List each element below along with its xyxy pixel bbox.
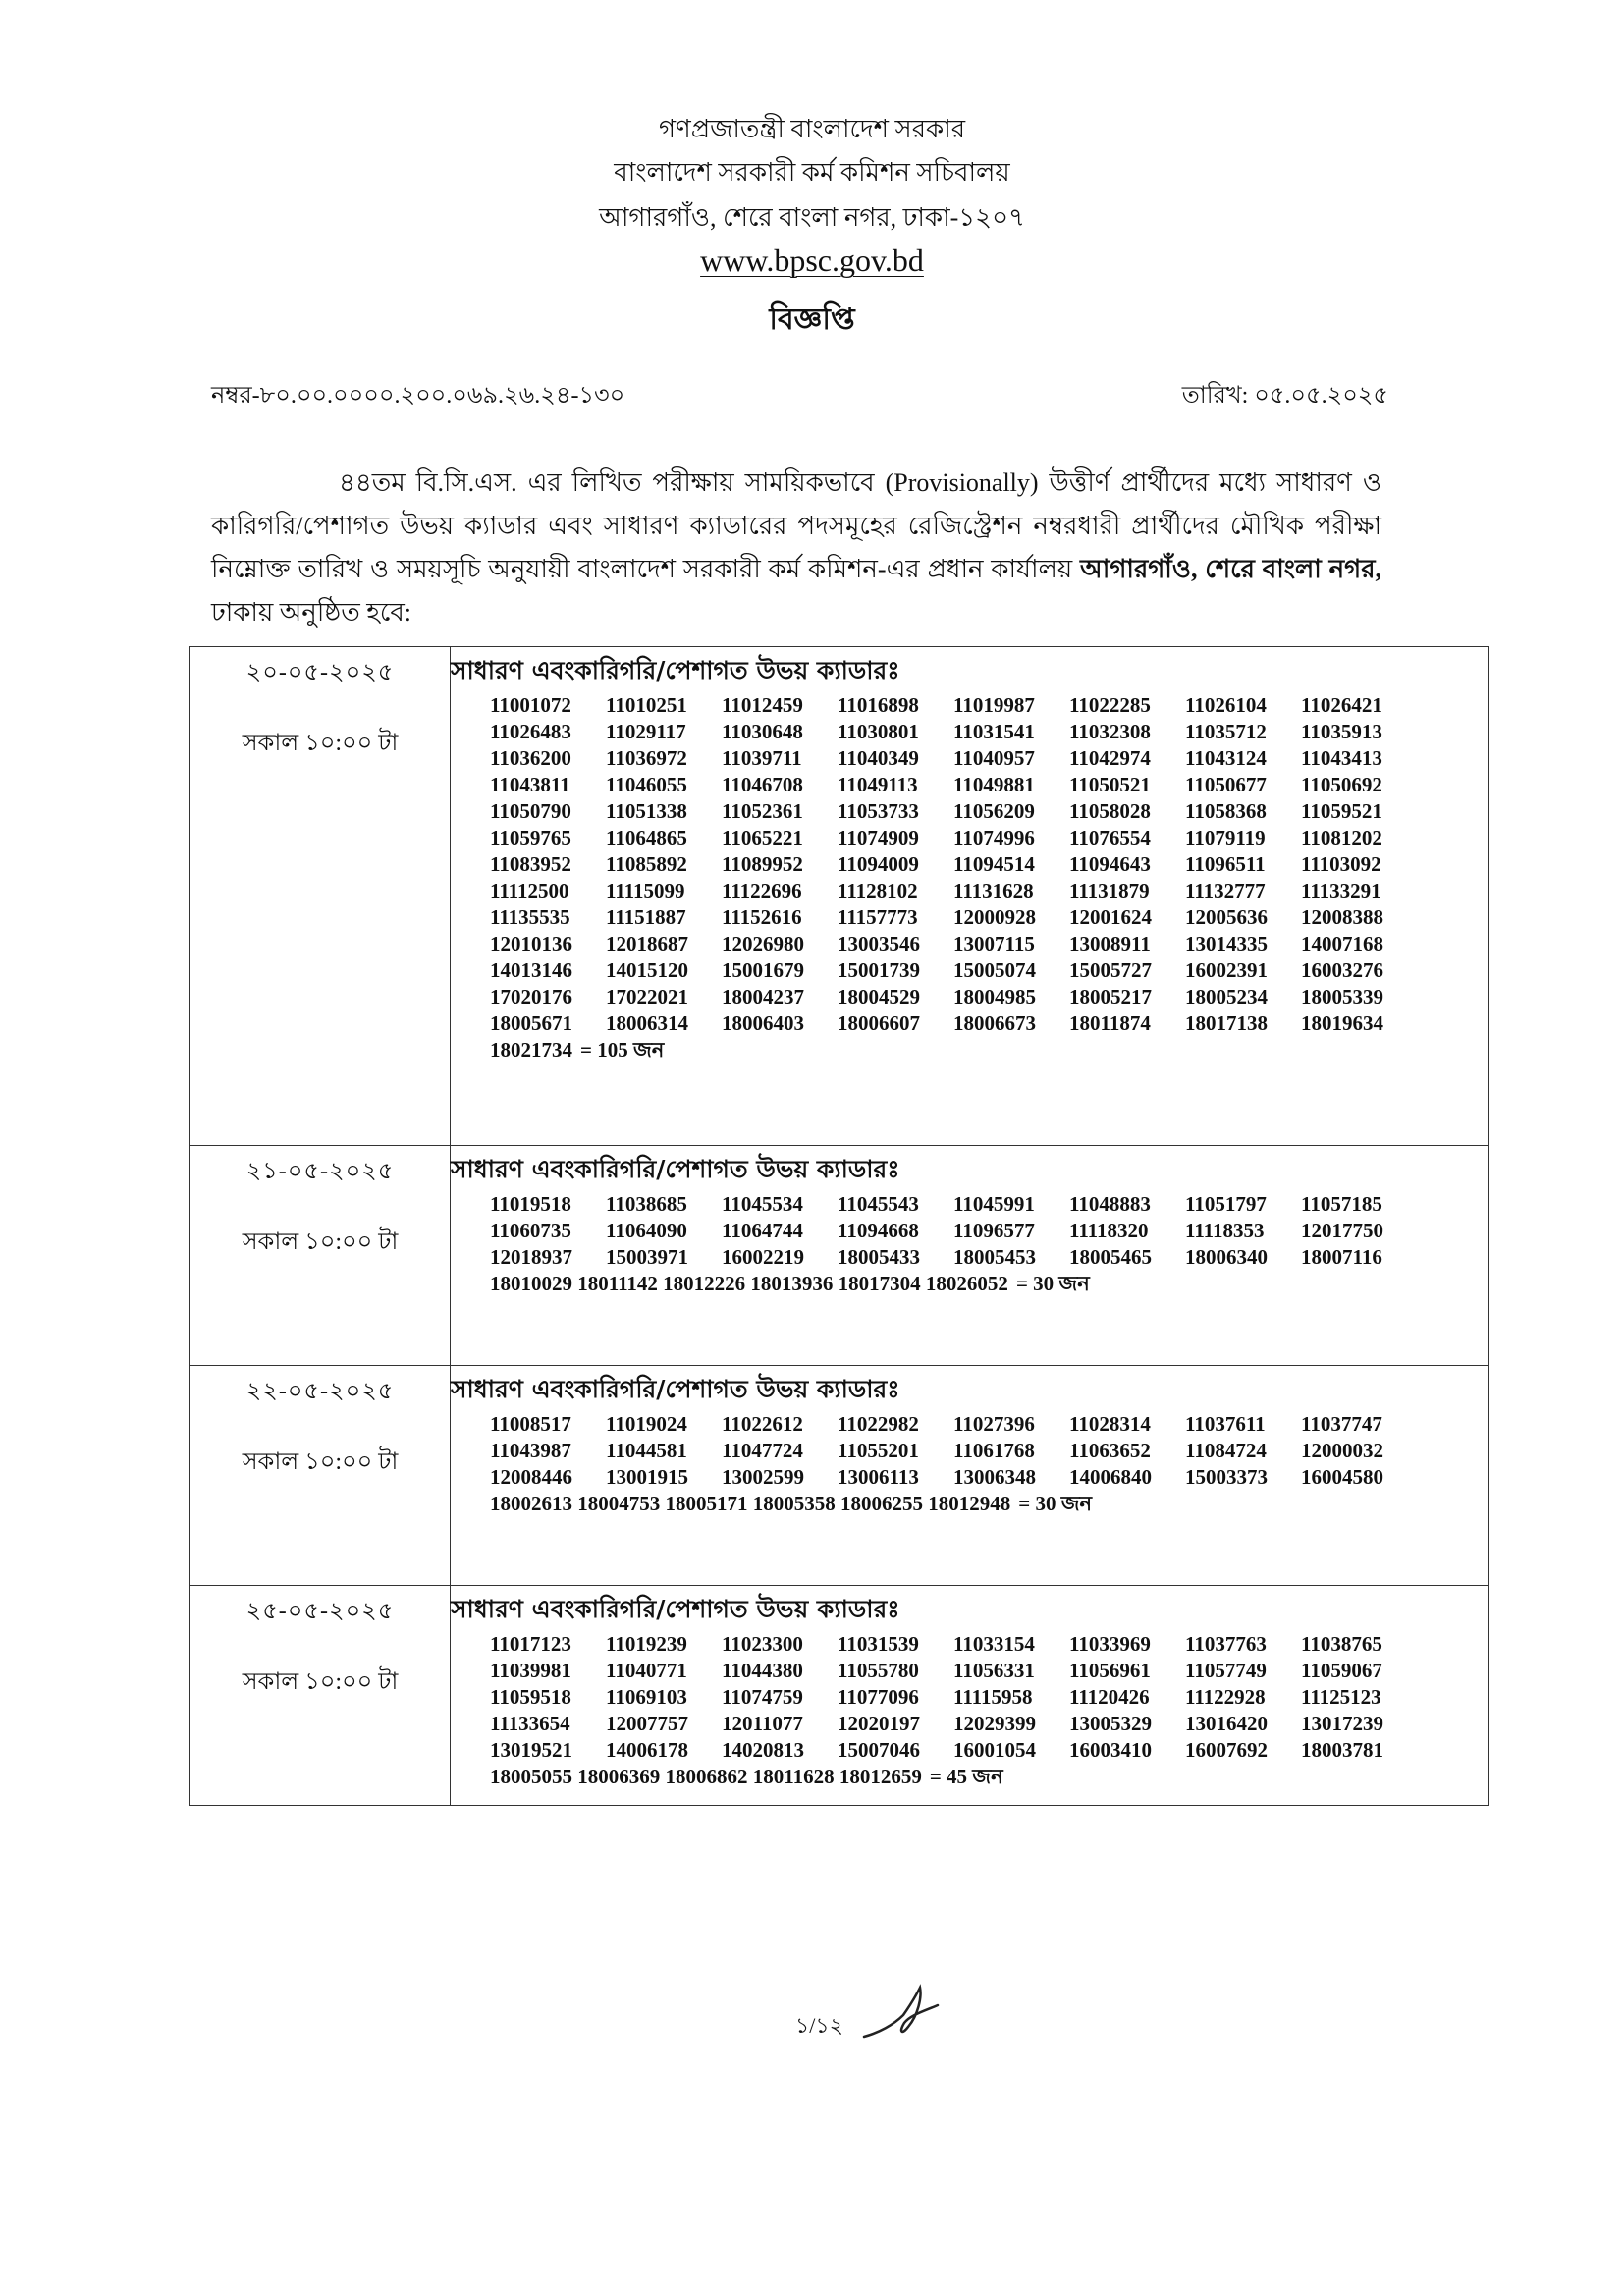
- registration-number: 11120426: [1069, 1685, 1150, 1709]
- registration-number: 13019521: [490, 1738, 572, 1762]
- registration-number: 11035712: [1185, 720, 1267, 743]
- registration-number: 11115099: [606, 879, 685, 902]
- registration-number: 11064090: [606, 1219, 687, 1242]
- registration-row: [490, 692, 1488, 719]
- registration-row: [490, 1218, 1488, 1244]
- registration-number: 11049881: [953, 773, 1035, 796]
- registration-number: 11074909: [838, 826, 919, 849]
- registration-number: 11055201: [838, 1439, 919, 1462]
- schedule-row: [190, 1586, 1489, 1806]
- schedule-row: [190, 647, 1489, 1146]
- registration-number: 12000032: [1301, 1439, 1383, 1462]
- registration-number: 11094643: [1069, 852, 1151, 876]
- registration-number: 11059518: [490, 1685, 571, 1709]
- registration-number: 11051338: [606, 799, 687, 823]
- date-cell: [190, 1366, 451, 1586]
- registration-number: 12011077: [722, 1712, 803, 1735]
- registration-number: 11028314: [1069, 1412, 1151, 1436]
- registration-row: [490, 1711, 1488, 1737]
- registration-number: 13016420: [1185, 1712, 1268, 1735]
- registration-last-numbers: 18010029 18011142 18012226 18013936 18017304 18026052: [490, 1272, 1008, 1295]
- registration-number: 11152616: [722, 905, 802, 929]
- registration-number: 11045991: [953, 1192, 1035, 1216]
- registration-number: 16002391: [1185, 958, 1268, 982]
- registration-number: 11039981: [490, 1659, 571, 1682]
- registration-number: 11069103: [606, 1685, 687, 1709]
- registration-number: 18005339: [1301, 985, 1383, 1009]
- registration-number: 11044380: [722, 1659, 803, 1682]
- registration-number: 12001624: [1069, 905, 1152, 929]
- registration-number: 18005453: [953, 1245, 1036, 1269]
- registration-number: 12026980: [722, 932, 804, 955]
- registration-number: 18019634: [1301, 1011, 1383, 1035]
- registration-number: 13014335: [1185, 932, 1268, 955]
- registration-row: [490, 851, 1488, 878]
- registration-number: 11019239: [606, 1632, 687, 1656]
- registration-number: 11010251: [606, 693, 687, 717]
- registration-row: [490, 1464, 1488, 1491]
- registration-number: 15003373: [1185, 1465, 1268, 1489]
- registration-number: 11039711: [722, 746, 802, 770]
- registration-number: 18004985: [953, 985, 1036, 1009]
- registration-row: [490, 1244, 1488, 1271]
- registration-number: 11089952: [722, 852, 803, 876]
- interview-time: সকাল ১০:০০ টা: [242, 1669, 399, 1695]
- registration-number: 18004237: [722, 985, 804, 1009]
- candidate-list-cell: [451, 1586, 1489, 1806]
- candidate-list-cell: [451, 647, 1489, 1146]
- candidate-list-cell: [451, 1366, 1489, 1586]
- registration-number: 11085892: [606, 852, 687, 876]
- registration-row-last: [490, 1271, 1488, 1297]
- cadre-heading: সাধারণ এবংকারিগরি/পেশাগত উভয় ক্যাডারঃ: [451, 1155, 900, 1183]
- registration-number: 18005217: [1069, 985, 1152, 1009]
- registration-number: 11019024: [606, 1412, 687, 1436]
- registration-number: 11128102: [838, 879, 918, 902]
- registration-number: 11040957: [953, 746, 1035, 770]
- registration-number: 11059067: [1301, 1659, 1382, 1682]
- registration-number: 11074996: [953, 826, 1035, 849]
- registration-number: 15005727: [1069, 958, 1152, 982]
- registration-number: 12018937: [490, 1245, 572, 1269]
- registration-number: 11043811: [490, 773, 570, 796]
- registration-number: 11031539: [838, 1632, 919, 1656]
- registration-number: 13002599: [722, 1465, 804, 1489]
- registration-number: 12008446: [490, 1465, 572, 1489]
- registration-last-numbers: 18021734: [490, 1038, 572, 1062]
- registration-number: 12008388: [1301, 905, 1383, 929]
- intro-text: ৪৪তম বি.সি.এস. এর লিখিত পরীক্ষায় সাময়িকভাবে (Provisionally) উত্তীর্ণ প্রার্থীদের মধ্যে সাধারণ ও কারিগরি/পেশাগত উভয় ক্যাডার এবং সাধারণ ক্যাডারের পদসমূহের রেজিস্ট্রেশন নম্বরধারী প্রার্থীদের মৌখিক পরীক্ষা নিম্নোক্ত তারিখ ও সময়সূচি অনুযায়ী বাংলাদেশ সরকারী কর্ম কমিশন-এর প্রধান কার্যালয়: [211, 468, 1381, 583]
- registration-last-numbers: 18002613 18004753 18005171 18005358 18006255 18012948: [490, 1492, 1011, 1515]
- schedule-table: [189, 646, 1489, 1806]
- registration-number: 15007046: [838, 1738, 920, 1762]
- registration-number: 11023300: [722, 1632, 803, 1656]
- registration-number: 12010136: [490, 932, 572, 955]
- registration-number: 11094009: [838, 852, 919, 876]
- registration-number: 11063652: [1069, 1439, 1151, 1462]
- registration-number: 16001054: [953, 1738, 1036, 1762]
- registration-number: 11064744: [722, 1219, 803, 1242]
- registration-row-last: [490, 1764, 1488, 1790]
- registration-row: [490, 772, 1488, 798]
- registration-number: 11077096: [838, 1685, 919, 1709]
- candidate-total: = 30 জন: [1015, 1272, 1090, 1295]
- registration-number: 11059521: [1301, 799, 1382, 823]
- registration-number: 12017750: [1301, 1219, 1383, 1242]
- registration-number: 18007116: [1301, 1245, 1382, 1269]
- registration-number: 11064865: [606, 826, 687, 849]
- registration-number: 11032308: [1069, 720, 1151, 743]
- registration-number: 11122696: [722, 879, 802, 902]
- registration-row: [490, 957, 1488, 984]
- registration-row-last: [490, 1037, 1488, 1064]
- interview-time: সকাল ১০:০০ টা: [242, 731, 399, 756]
- registration-number: 13006348: [953, 1465, 1036, 1489]
- registration-number: 12000928: [953, 905, 1036, 929]
- registration-number: 11057185: [1301, 1192, 1382, 1216]
- registration-number: 11133291: [1301, 879, 1381, 902]
- candidate-total: = 45 জন: [929, 1765, 1003, 1788]
- registration-number: 15003971: [606, 1245, 688, 1269]
- registration-number: 11056209: [953, 799, 1035, 823]
- intro-venue: আগারগাঁও, শেরে বাংলা নগর,: [1080, 555, 1381, 583]
- registration-number: 11038765: [1301, 1632, 1382, 1656]
- candidate-list-cell: [451, 1146, 1489, 1366]
- registration-number: 11061768: [953, 1439, 1035, 1462]
- registration-number: 16004580: [1301, 1465, 1383, 1489]
- registration-number: 11131628: [953, 879, 1034, 902]
- registration-number: 11118353: [1185, 1219, 1265, 1242]
- registration-number: 11047724: [722, 1439, 803, 1462]
- registration-number: 11044581: [606, 1439, 687, 1462]
- registration-number: 11030801: [838, 720, 919, 743]
- cadre-heading: সাধারণ এবংকারিগরি/পেশাগত উভয় ক্যাডারঃ: [451, 656, 900, 684]
- registration-number: 11096577: [953, 1219, 1035, 1242]
- registration-number: 11053733: [838, 799, 919, 823]
- registration-number: 14006178: [606, 1738, 688, 1762]
- registration-number: 13017239: [1301, 1712, 1383, 1735]
- registration-numbers: [490, 1631, 1488, 1790]
- registration-number: 11050790: [490, 799, 571, 823]
- candidate-total: = 105 জন: [580, 1038, 665, 1062]
- registration-number: 11045543: [838, 1192, 919, 1216]
- registration-number: 13003546: [838, 932, 920, 955]
- registration-number: 18005433: [838, 1245, 920, 1269]
- cadre-heading: সাধারণ এবংকারিগরি/পেশাগত উভয় ক্যাডারঃ: [451, 1595, 900, 1623]
- interview-time: সকাল ১০:০০ টা: [242, 1449, 399, 1475]
- registration-number: 11059765: [490, 826, 571, 849]
- registration-number: 11019518: [490, 1192, 571, 1216]
- registration-number: 18005671: [490, 1011, 572, 1035]
- registration-row: [490, 1010, 1488, 1037]
- registration-row: [490, 904, 1488, 931]
- registration-row: [490, 745, 1488, 772]
- registration-number: 11036200: [490, 746, 571, 770]
- date-cell: [190, 647, 451, 1146]
- govt-name: গণপ্রজাতন্ত্রী বাংলাদেশ সরকার: [658, 115, 966, 143]
- registration-number: 18005234: [1185, 985, 1268, 1009]
- registration-number: 11132777: [1185, 879, 1266, 902]
- registration-number: 11045534: [722, 1192, 803, 1216]
- registration-number: 11151887: [606, 905, 686, 929]
- registration-number: 11040349: [838, 746, 919, 770]
- registration-number: 15001679: [722, 958, 804, 982]
- registration-number: 11037611: [1185, 1412, 1266, 1436]
- date-cell: [190, 1586, 451, 1806]
- registration-number: 11048883: [1069, 1192, 1151, 1216]
- registration-number: 11036972: [606, 746, 687, 770]
- registration-row-last: [490, 1491, 1488, 1517]
- registration-number: 11131879: [1069, 879, 1150, 902]
- registration-number: 11049113: [838, 773, 918, 796]
- registration-row: [490, 1737, 1488, 1764]
- commission-name: বাংলাদেশ সরকারী কর্ম কমিশন সচিবালয়: [614, 158, 1010, 187]
- registration-row: [490, 1631, 1488, 1658]
- registration-number: 11016898: [838, 693, 919, 717]
- notice-date: তারিখ: ০৫.০৫.২০২৫: [1181, 383, 1388, 409]
- registration-number: 11079119: [1185, 826, 1266, 849]
- registration-number: 13007115: [953, 932, 1035, 955]
- registration-number: 18006340: [1185, 1245, 1268, 1269]
- registration-row: [490, 1411, 1488, 1438]
- registration-number: 11043987: [490, 1439, 571, 1462]
- registration-number: 16007692: [1185, 1738, 1268, 1762]
- registration-row: [490, 1191, 1488, 1218]
- registration-row: [490, 878, 1488, 904]
- registration-number: 11118320: [1069, 1219, 1149, 1242]
- registration-number: 11022612: [722, 1412, 803, 1436]
- office-address: আগারগাঁও, শেরে বাংলা নগর, ঢাকা-১২০৭: [599, 203, 1025, 232]
- registration-number: 11051797: [1185, 1192, 1267, 1216]
- registration-number: 11022982: [838, 1412, 919, 1436]
- registration-number: 11035913: [1301, 720, 1382, 743]
- registration-number: 11037747: [1301, 1412, 1382, 1436]
- interview-date: ২০-০৫-২০২৫: [245, 660, 395, 685]
- registration-number: 12005636: [1185, 905, 1268, 929]
- registration-number: 11084724: [1185, 1439, 1267, 1462]
- registration-number: 11037763: [1185, 1632, 1267, 1656]
- registration-number: 11026483: [490, 720, 571, 743]
- registration-number: 11038685: [606, 1192, 687, 1216]
- registration-number: 11027396: [953, 1412, 1035, 1436]
- registration-row: [490, 798, 1488, 825]
- registration-number: 18006607: [838, 1011, 920, 1035]
- registration-number: 13005329: [1069, 1712, 1152, 1735]
- registration-row: [490, 719, 1488, 745]
- interview-date: ২১-০৫-২০২৫: [245, 1159, 395, 1184]
- registration-number: 18003781: [1301, 1738, 1383, 1762]
- interview-time: সকাল ১০:০০ টা: [242, 1229, 399, 1255]
- registration-number: 11050692: [1301, 773, 1382, 796]
- registration-numbers: [490, 1191, 1488, 1297]
- registration-number: 11157773: [838, 905, 918, 929]
- registration-number: 11083952: [490, 852, 571, 876]
- registration-number: 13001915: [606, 1465, 688, 1489]
- registration-last-numbers: 18005055 18006369 18006862 18011628 18012659: [490, 1765, 922, 1788]
- registration-number: 11115958: [953, 1685, 1033, 1709]
- registration-number: 11043124: [1185, 746, 1267, 770]
- notice-title: বিজ্ঞপ্তি: [769, 303, 855, 336]
- registration-number: 18011874: [1069, 1011, 1151, 1035]
- registration-number: 11112500: [490, 879, 569, 902]
- registration-number: 11033154: [953, 1632, 1035, 1656]
- registration-number: 11042974: [1069, 746, 1151, 770]
- registration-number: 11125123: [1301, 1685, 1381, 1709]
- registration-number: 11046708: [722, 773, 803, 796]
- registration-number: 14006840: [1069, 1465, 1152, 1489]
- registration-number: 17020176: [490, 985, 572, 1009]
- registration-number: 11008517: [490, 1412, 571, 1436]
- registration-row: [490, 1438, 1488, 1464]
- registration-number: 11030648: [722, 720, 803, 743]
- cadre-heading: সাধারণ এবংকারিগরি/পেশাগত উভয় ক্যাডারঃ: [451, 1375, 900, 1403]
- registration-number: 14020813: [722, 1738, 804, 1762]
- registration-number: 11022285: [1069, 693, 1151, 717]
- registration-number: 11040771: [606, 1659, 687, 1682]
- registration-numbers: [490, 692, 1488, 1064]
- registration-number: 18006673: [953, 1011, 1036, 1035]
- registration-number: 11076554: [1069, 826, 1151, 849]
- registration-number: 11055780: [838, 1659, 919, 1682]
- page-number: ১/১২: [795, 2013, 843, 2038]
- signature-icon: [859, 1976, 947, 2054]
- registration-number: 11056331: [953, 1659, 1035, 1682]
- registration-number: 11043413: [1301, 746, 1382, 770]
- registration-row: [490, 984, 1488, 1010]
- registration-row: [490, 1658, 1488, 1684]
- registration-number: 11065221: [722, 826, 803, 849]
- registration-number: 18006314: [606, 1011, 688, 1035]
- intro-tail: ঢাকায় অনুষ্ঠিত হবে:: [211, 598, 412, 627]
- registration-number: 11012459: [722, 693, 803, 717]
- registration-number: 18006403: [722, 1011, 804, 1035]
- registration-number: 14007168: [1301, 932, 1383, 955]
- registration-number: 18017138: [1185, 1011, 1268, 1035]
- registration-number: 16003276: [1301, 958, 1383, 982]
- registration-number: 11031541: [953, 720, 1035, 743]
- registration-number: 11026421: [1301, 693, 1382, 717]
- registration-number: 14015120: [606, 958, 688, 982]
- registration-number: 11081202: [1301, 826, 1382, 849]
- candidate-total: = 30 জন: [1018, 1492, 1093, 1515]
- registration-row: [490, 825, 1488, 851]
- registration-number: 11017123: [490, 1632, 571, 1656]
- registration-number: 11001072: [490, 693, 571, 717]
- registration-number: 13008911: [1069, 932, 1151, 955]
- registration-number: 11033969: [1069, 1632, 1151, 1656]
- registration-number: 11133654: [490, 1712, 570, 1735]
- registration-number: 12018687: [606, 932, 688, 955]
- registration-number: 12007757: [606, 1712, 688, 1735]
- registration-number: 18004529: [838, 985, 920, 1009]
- registration-number: 11050521: [1069, 773, 1151, 796]
- registration-number: 11074759: [722, 1685, 803, 1709]
- registration-number: 11058368: [1185, 799, 1267, 823]
- registration-number: 11046055: [606, 773, 687, 796]
- registration-row: [490, 931, 1488, 957]
- interview-date: ২৫-০৫-২০২৫: [245, 1599, 395, 1624]
- registration-number: 11026104: [1185, 693, 1267, 717]
- registration-number: 11050677: [1185, 773, 1267, 796]
- registration-number: 17022021: [606, 985, 688, 1009]
- registration-number: 16003410: [1069, 1738, 1152, 1762]
- intro-paragraph: [211, 462, 1381, 634]
- registration-number: 11052361: [722, 799, 803, 823]
- registration-number: 11029117: [606, 720, 686, 743]
- registration-number: 15005074: [953, 958, 1036, 982]
- registration-number: 11019987: [953, 693, 1035, 717]
- registration-number: 12020197: [838, 1712, 920, 1735]
- memo-number: নম্বর-৮০.০০.০০০০.২০০.০৬৯.২৬.২৪-১৩০: [211, 383, 625, 409]
- registration-number: 11096511: [1185, 852, 1266, 876]
- schedule-row: [190, 1366, 1489, 1586]
- registration-number: 16002219: [722, 1245, 804, 1269]
- registration-number: 11060735: [490, 1219, 571, 1242]
- registration-number: 11122928: [1185, 1685, 1266, 1709]
- registration-number: 11103092: [1301, 852, 1381, 876]
- website-link[interactable]: www.bpsc.gov.bd: [700, 243, 924, 278]
- registration-number: 11056961: [1069, 1659, 1151, 1682]
- registration-number: 11058028: [1069, 799, 1151, 823]
- registration-number: 13006113: [838, 1465, 919, 1489]
- registration-number: 11094668: [838, 1219, 919, 1242]
- registration-number: 11135535: [490, 905, 570, 929]
- registration-number: 14013146: [490, 958, 572, 982]
- registration-number: 12029399: [953, 1712, 1036, 1735]
- registration-number: 15001739: [838, 958, 920, 982]
- interview-date: ২২-০৫-২০২৫: [245, 1379, 395, 1404]
- registration-number: 11057749: [1185, 1659, 1267, 1682]
- registration-number: 11094514: [953, 852, 1035, 876]
- registration-numbers: [490, 1411, 1488, 1517]
- registration-number: 18005465: [1069, 1245, 1152, 1269]
- schedule-row: [190, 1146, 1489, 1366]
- registration-row: [490, 1684, 1488, 1711]
- date-cell: [190, 1146, 451, 1366]
